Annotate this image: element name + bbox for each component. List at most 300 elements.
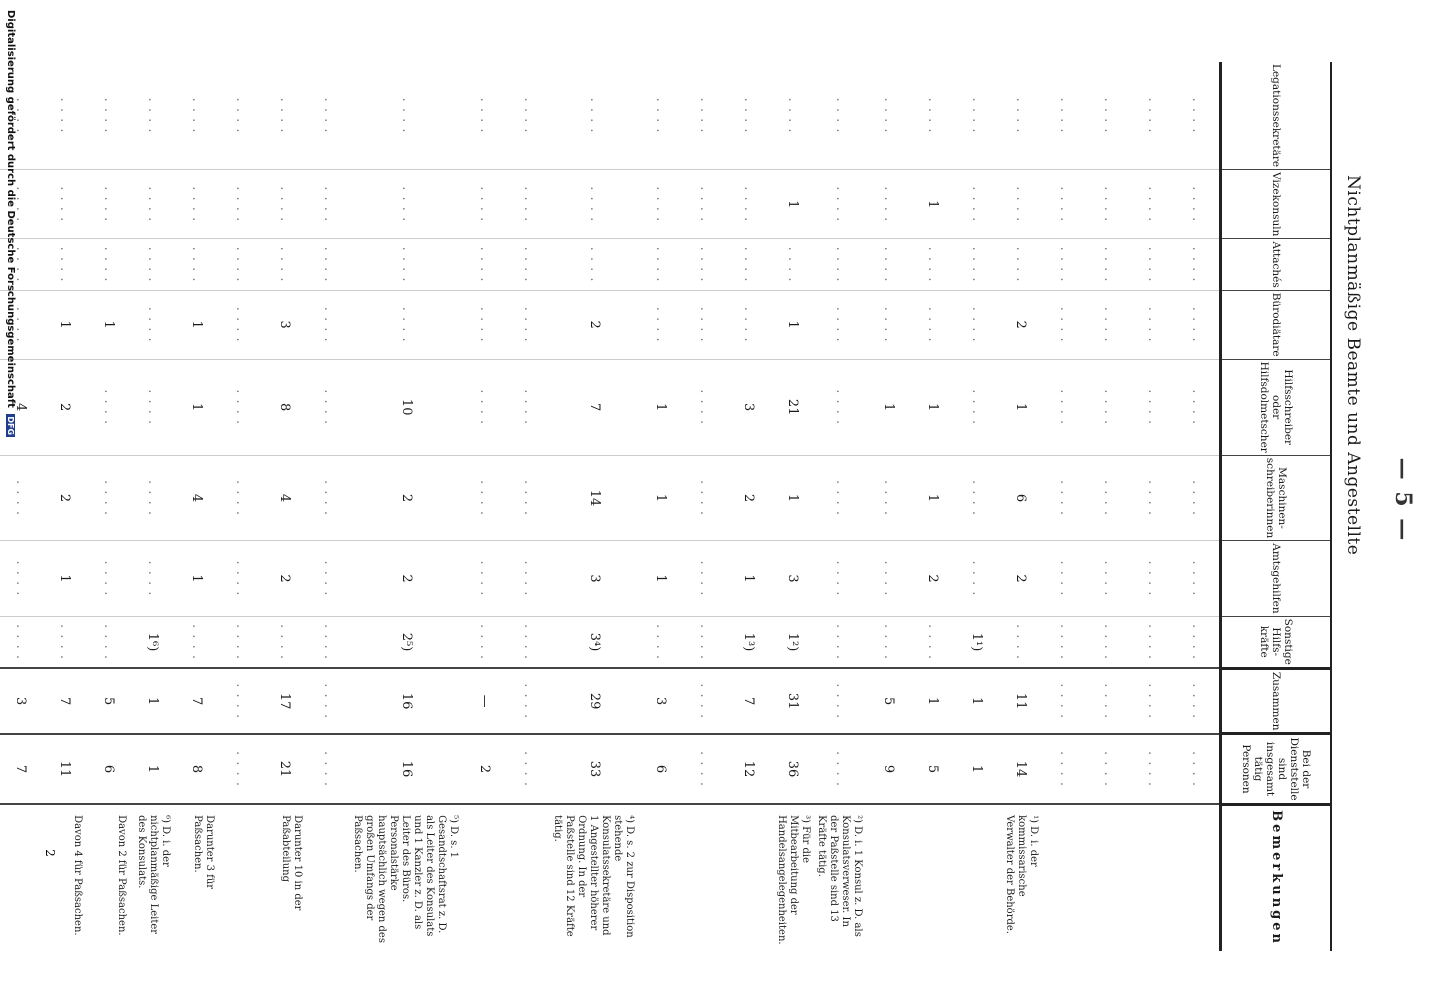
table-cell [1175, 170, 1221, 239]
table-row [175, 62, 219, 951]
table-cell [87, 616, 131, 668]
table-cell [131, 170, 175, 239]
table-cell [639, 239, 683, 290]
table-cell [1043, 170, 1087, 239]
table-cell [463, 170, 507, 239]
table-cell: 5 [911, 734, 955, 804]
table-cell [1131, 239, 1175, 290]
table-cell [351, 290, 463, 359]
table-cell [0, 455, 43, 540]
table-cell [463, 455, 507, 540]
remark-cell: Darunter 10 in der Paßabteilung [263, 804, 307, 950]
table-cell: 1 [911, 455, 955, 540]
table-cell [999, 62, 1043, 170]
table-cell: 7 [43, 668, 87, 734]
table-row [1175, 62, 1221, 951]
table-cell [1043, 290, 1087, 359]
table-cell: 2 [911, 541, 955, 616]
table-cell [263, 170, 307, 239]
table-cell [815, 290, 867, 359]
table-cell: 3 [727, 359, 771, 455]
table-cell [307, 616, 351, 668]
table-cell [911, 239, 955, 290]
remark-cell [955, 804, 999, 950]
col-maschinenschreiberinnen: Maschinen-schreiberinnen [1221, 455, 1332, 540]
remark-cell [1087, 804, 1131, 950]
table-cell [263, 616, 307, 668]
table-cell [87, 359, 131, 455]
table-cell [1043, 62, 1087, 170]
table-cell: 1 [867, 359, 911, 455]
table-cell [1175, 290, 1221, 359]
table-cell [87, 62, 131, 170]
table-cell [1087, 455, 1131, 540]
table-cell: 1 [771, 290, 815, 359]
table-cell: 1 [175, 359, 219, 455]
staff-table [0, 62, 1374, 951]
table-cell: 31 [771, 668, 815, 734]
table-cell: 3⁴) [551, 616, 639, 668]
table-cell [219, 290, 263, 359]
remark-cell [1043, 804, 1087, 950]
table-cell [175, 62, 219, 170]
table-cell [1087, 734, 1131, 804]
table-cell [463, 62, 507, 170]
table-row [463, 62, 507, 951]
remark-cell [0, 804, 43, 950]
table-cell: 1 [955, 734, 999, 804]
table-cell [683, 290, 727, 359]
table-cell [1087, 62, 1131, 170]
table-cell [307, 734, 351, 804]
table-cell: 1 [43, 541, 87, 616]
table-row [955, 62, 999, 951]
table-cell [683, 734, 727, 804]
table-cell [87, 170, 131, 239]
table-cell [867, 62, 911, 170]
group-header: Nichtplanmäßige Beamte und Angestellte [1331, 62, 1374, 668]
table-cell: 3 [551, 541, 639, 616]
table-cell [867, 455, 911, 540]
table-cell: 29 [551, 668, 639, 734]
table-cell [507, 170, 551, 239]
table-cell [1087, 290, 1131, 359]
table-row [351, 62, 463, 951]
table-cell [1131, 170, 1175, 239]
table-cell [815, 734, 867, 804]
table-cell [351, 62, 463, 170]
table-cell: 1 [639, 359, 683, 455]
table-row [911, 62, 955, 951]
table-cell [727, 170, 771, 239]
table-cell [639, 290, 683, 359]
table-cell: 3 [263, 290, 307, 359]
table-cell [1131, 359, 1175, 455]
table-cell [771, 239, 815, 290]
table-cell [307, 239, 351, 290]
table-cell [1087, 541, 1131, 616]
remark-cell [911, 804, 955, 950]
table-cell [815, 359, 867, 455]
table-cell [1043, 734, 1087, 804]
table-cell: 1 [771, 455, 815, 540]
table-cell: 1 [911, 170, 955, 239]
table-cell [815, 668, 867, 734]
table-cell: 16 [351, 734, 463, 804]
table-cell [815, 170, 867, 239]
table-cell [683, 170, 727, 239]
table-cell [307, 668, 351, 734]
table-cell [1175, 541, 1221, 616]
remark-cell: Darunter 3 für Paßsachen. [175, 804, 219, 950]
table-row [683, 62, 727, 951]
table-cell [955, 541, 999, 616]
table-cell: 1 [175, 541, 219, 616]
table-row [867, 62, 911, 951]
dfg-logo: DFG [6, 416, 15, 436]
table-cell: 1²) [771, 616, 815, 668]
table-cell [1131, 734, 1175, 804]
table-cell [463, 541, 507, 616]
table-cell [551, 62, 639, 170]
table-cell: 2 [43, 359, 87, 455]
remark-cell: ²) D. i. 1 Konsul z. D. als Konsulatsverweser. In der Paßstelle sind 13 Kräfte tätig. [815, 804, 867, 950]
remark-cell [463, 804, 507, 950]
table-cell [43, 239, 87, 290]
table-cell [131, 455, 175, 540]
remark-cell [867, 804, 911, 950]
table-cell [219, 62, 263, 170]
table-cell [683, 62, 727, 170]
remark-cell: ⁴) D. s. 2 zur Disposition stehende Konsulatssekretäre und 1 Angestellter höherer Ordnung. In der Paßstelle sind 12 Kräfte tätig. [551, 804, 639, 950]
table-cell [463, 616, 507, 668]
table-row [131, 62, 175, 951]
col-legationssekretaere: Legationssekretäre [1221, 62, 1332, 170]
table-cell [867, 290, 911, 359]
table-cell [1175, 455, 1221, 540]
table-cell [175, 239, 219, 290]
table-cell: 7 [0, 734, 43, 804]
table-cell [1175, 668, 1221, 734]
table-cell [307, 541, 351, 616]
table-cell [307, 359, 351, 455]
table-cell [507, 239, 551, 290]
table-cell [639, 62, 683, 170]
table-cell [175, 170, 219, 239]
table-cell [131, 541, 175, 616]
table-cell: 7 [175, 668, 219, 734]
remark-cell: ⁵) D. s. 1 Gesandtschaftsrat z. D. als Leiter des Konsulats und 1 Kanzler z. D. als Leiter des Büros. Personalstärke hauptsächlich wegen des großen Umfangs der Paßsachen. [351, 804, 463, 950]
table-cell [771, 62, 815, 170]
table-cell: 2 [351, 541, 463, 616]
table-cell [955, 359, 999, 455]
table-cell [43, 62, 87, 170]
table-cell [683, 668, 727, 734]
table-cell: 1 [43, 290, 87, 359]
table-cell: 9 [867, 734, 911, 804]
table-cell: 16 [351, 668, 463, 734]
col-zusammen: Zusammen [1221, 668, 1332, 734]
table-cell [507, 62, 551, 170]
table-cell: 33 [551, 734, 639, 804]
table-cell [955, 62, 999, 170]
col-sonstige-hilfskraefte: Sonstige Hilfs-kräfte [1221, 616, 1332, 668]
table-row [507, 62, 551, 951]
table-cell: 7 [551, 359, 639, 455]
table-body [0, 62, 1221, 951]
folio-number: 2 [42, 849, 57, 857]
table-cell [1131, 668, 1175, 734]
table-cell [463, 359, 507, 455]
table-cell [1087, 668, 1131, 734]
table-cell: 17 [263, 668, 307, 734]
table-cell [1175, 359, 1221, 455]
table-cell [263, 239, 307, 290]
table-cell: 2 [351, 455, 463, 540]
table-cell [867, 541, 911, 616]
table-cell [1131, 541, 1175, 616]
remark-cell: ⁶) D. i. der nichtplanmäßige Leiter des Konsulats. [131, 804, 175, 950]
table-cell [955, 239, 999, 290]
table-cell [219, 455, 263, 540]
table-cell [1043, 616, 1087, 668]
remark-cell: ¹) D. i. der kommissarische Verwalter der Behörde. [999, 804, 1043, 950]
table-cell [131, 359, 175, 455]
table-cell [815, 616, 867, 668]
table-cell [1175, 239, 1221, 290]
table-cell [131, 239, 175, 290]
table-cell: 1 [175, 290, 219, 359]
table-cell [351, 239, 463, 290]
table-cell [1175, 734, 1221, 804]
table-cell: 12 [727, 734, 771, 804]
table-row [1131, 62, 1175, 951]
table-cell [507, 541, 551, 616]
table-cell [219, 668, 263, 734]
table-cell [1131, 455, 1175, 540]
remark-cell [727, 804, 771, 950]
table-cell [955, 455, 999, 540]
table-cell [999, 616, 1043, 668]
table-cell [727, 62, 771, 170]
table-row [87, 62, 131, 951]
table-cell: 2 [463, 734, 507, 804]
table-cell: 14 [999, 734, 1043, 804]
table-cell [0, 541, 43, 616]
table-cell [43, 616, 87, 668]
table-cell [463, 290, 507, 359]
table-cell [1131, 62, 1175, 170]
table-cell [815, 455, 867, 540]
table-cell [1087, 239, 1131, 290]
table-cell [219, 616, 263, 668]
funding-text: Digitalisierung gefördert durch die Deutsche Forschungsgemeinschaft [5, 10, 16, 408]
table-cell: 6 [87, 734, 131, 804]
table-cell: 3 [639, 668, 683, 734]
table-cell [999, 170, 1043, 239]
page-number: — 5 — [1390, 457, 1416, 543]
remark-cell [1131, 804, 1175, 950]
table-row [639, 62, 683, 951]
table-row [551, 62, 639, 951]
table-cell: 8 [175, 734, 219, 804]
table-cell: 2 [43, 455, 87, 540]
table-cell [1087, 616, 1131, 668]
remark-cell [307, 804, 351, 950]
table-row [999, 62, 1043, 951]
table-cell [867, 170, 911, 239]
table-cell: 21 [263, 734, 307, 804]
table-cell [507, 359, 551, 455]
table-cell [1087, 359, 1131, 455]
table-cell [1043, 541, 1087, 616]
table-cell: 2 [999, 541, 1043, 616]
table-cell [307, 170, 351, 239]
table-cell: 4 [175, 455, 219, 540]
table-cell [351, 170, 463, 239]
table-cell [219, 359, 263, 455]
remark-cell [639, 804, 683, 950]
table-cell [87, 239, 131, 290]
table-cell [911, 62, 955, 170]
table-cell: 2 [263, 541, 307, 616]
table-cell [1043, 239, 1087, 290]
table-cell [463, 239, 507, 290]
table-cell [307, 290, 351, 359]
table-cell [911, 616, 955, 668]
table-cell [867, 239, 911, 290]
table-cell: 6 [639, 734, 683, 804]
table-cell: 1 [911, 668, 955, 734]
table-cell [131, 62, 175, 170]
table-cell [955, 290, 999, 359]
table-cell: 2 [999, 290, 1043, 359]
table-cell [955, 170, 999, 239]
table-cell [507, 455, 551, 540]
table-cell [683, 541, 727, 616]
table-cell [551, 239, 639, 290]
table-cell [815, 541, 867, 616]
col-bemerkungen: Bemerkungen [1221, 804, 1332, 950]
group-header-row [1331, 62, 1374, 951]
funding-note [5, 10, 16, 437]
table-cell [1043, 455, 1087, 540]
table-row [815, 62, 867, 951]
col-attaches: Attachés [1221, 239, 1332, 290]
table-cell: 8 [263, 359, 307, 455]
table-cell [1043, 359, 1087, 455]
table-cell [0, 616, 43, 668]
table-cell [727, 239, 771, 290]
table-cell: 10 [351, 359, 463, 455]
table-cell: 2⁵) [351, 616, 463, 668]
table-cell: 4 [0, 359, 43, 455]
table-cell: 1 [639, 455, 683, 540]
table-cell: 7 [727, 668, 771, 734]
table-cell [683, 616, 727, 668]
table-cell [43, 170, 87, 239]
table-cell: 6 [999, 455, 1043, 540]
table-row [727, 62, 771, 951]
table-cell: 5 [867, 668, 911, 734]
table-cell: 1⁶) [131, 616, 175, 668]
table-row [219, 62, 263, 951]
table-cell [815, 239, 867, 290]
table-cell [727, 290, 771, 359]
remark-cell: ³) Für die Mitbearbeitung der Handelsangelegenheiten. [771, 804, 815, 950]
table-cell: 14 [551, 455, 639, 540]
table-row [43, 62, 87, 951]
table-row [307, 62, 351, 951]
table-cell: 1 [87, 290, 131, 359]
table-cell [131, 290, 175, 359]
table-cell: 1³) [727, 616, 771, 668]
table-cell: 21 [771, 359, 815, 455]
table-cell [999, 239, 1043, 290]
table-cell [87, 455, 131, 540]
table-cell [507, 290, 551, 359]
table-cell [175, 616, 219, 668]
table-cell [639, 616, 683, 668]
table-cell [219, 239, 263, 290]
table-cell [507, 734, 551, 804]
table-cell [639, 170, 683, 239]
remark-cell [683, 804, 727, 950]
col-buerodiaetare: Bürodiätare [1221, 290, 1332, 359]
remark-cell [1175, 804, 1221, 950]
table-cell: 1 [639, 541, 683, 616]
table-cell: — [463, 668, 507, 734]
table-row [1043, 62, 1087, 951]
remark-cell: Davon 2 für Paßsachen. [87, 804, 131, 950]
table-cell: 1 [999, 359, 1043, 455]
table-cell: 1 [727, 541, 771, 616]
table-cell [1175, 62, 1221, 170]
table-row [263, 62, 307, 951]
table-cell [307, 62, 351, 170]
table-cell: 11 [43, 734, 87, 804]
remark-cell [219, 804, 263, 950]
col-insgesamt-taetig: Bei der Dienststelle sind insgesamt tätig Personen [1221, 734, 1332, 804]
table-cell: 2 [551, 290, 639, 359]
table-cell: 1¹) [955, 616, 999, 668]
table-cell [307, 455, 351, 540]
remark-cell: Davon 4 für Paßsachen. [43, 804, 87, 950]
table-cell [683, 239, 727, 290]
table-cell [867, 616, 911, 668]
table-row [771, 62, 815, 951]
col-amtsgehilfen: Amtsgehilfen [1221, 541, 1332, 616]
table-cell: 36 [771, 734, 815, 804]
table-cell [219, 734, 263, 804]
table-cell [507, 616, 551, 668]
table-cell: 1 [771, 170, 815, 239]
table-cell [87, 541, 131, 616]
table-cell [1043, 668, 1087, 734]
table-cell [683, 359, 727, 455]
table-cell: 3 [771, 541, 815, 616]
table-cell [911, 290, 955, 359]
col-vizekonsuln: Vizekonsuln [1221, 170, 1332, 239]
group-header-spacer [1331, 668, 1374, 950]
table-cell: 1 [911, 359, 955, 455]
table-cell: 5 [87, 668, 131, 734]
table-cell [551, 170, 639, 239]
table-cell [683, 455, 727, 540]
column-header-row [1221, 62, 1332, 951]
table-cell: 1 [131, 668, 175, 734]
table-cell [263, 62, 307, 170]
